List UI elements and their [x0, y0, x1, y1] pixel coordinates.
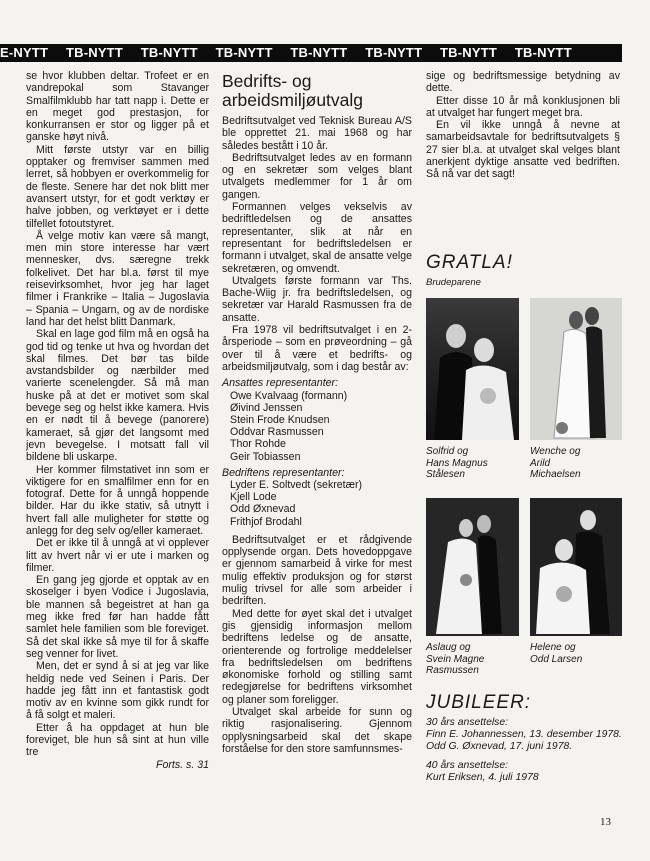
paragraph: Men, det er synd å si at jeg var like heldig nede ved Seinen i Paris. Der hadde jeg fått inn et fantastisk godt motiv av en kvinne som gikk rundt for å få solgt et maleri.	[26, 660, 209, 722]
caption-line: Michaelsen	[530, 469, 581, 480]
bedrift-list	[230, 479, 412, 528]
wedding-photo	[530, 298, 622, 440]
paragraph: Mitt første utstyr var en billig opptaker og fremviser sammen med lerret, så hobbyen er overkommelig for de fleste. Senere har det nok blitt mer avansert utstyr, for et godt verktøy er halve jobben, og verktøyet er i dette tilfellet fotoutstyret.	[26, 143, 209, 230]
bedrift-heading: Bedriftens representanter:	[222, 466, 345, 479]
paragraph: Utvalget skal arbeide for sunn og riktig rasjonalisering. Gjennom opplysningsarbeid skal det skape forståelse for den store samfunnsmes-	[222, 706, 412, 755]
paragraph: Med dette for øyet skal det i utvalget gis gjensidig informasjon mellom bedriftens ledelse og de ansatte, orienterende og fortrolige meddelelser fra bedriftsledelsen om bedriftens økonomiske forhold og stilling samt redegjørelse for bedriftens virksomhet og planer som foreligger.	[222, 607, 412, 706]
caption-line: Arild	[530, 457, 551, 469]
banner-item: TB-NYTT	[140, 45, 198, 60]
photo-caption	[530, 642, 582, 665]
film-article-column	[26, 70, 209, 771]
caption-line: Svein Magne	[426, 653, 485, 665]
paragraph: Etter disse 10 år må konklusjonen bli at utvalget har fungert meget bra.	[426, 94, 620, 119]
caption-line: Wenche og	[530, 446, 581, 457]
paragraph: En gang jeg gjorde et opptak av en skoselger i byen Vodice i Jugoslavia, ble mannen så begeistret at han ga meg ikke fred før han hadde fått samlet hele familien som ble foreviget. Så det skal ikke så mye til for å skaffe seg venner for livet.	[26, 574, 209, 660]
paragraph: se hvor klubben deltar. Trofeet er en vandrepokal som Stavanger Smalfilmklubb har tatt napp i. Dette er en meget god prestasjon, for konkurransen er stor og ligger på et ganske høyt nivå.	[26, 70, 209, 144]
paragraph: Skal en lage god film må en også ha god tid og tenke ut hva og hvordan det skal filmes. Det bør tas bilde avstandsbilder og nærbilder med varierte scenelengder. Så må man huske på at det er motivet som skal bevege seg og helst ikke kamera. Hvis en er nødt til å bevege (panorere) kameraet, så gjør det langsomt med jevn bevegelse. I motsatt fall vil bildene bli uskarpe.	[26, 328, 209, 464]
jubileer-list	[426, 717, 626, 784]
paragraph: Det er ikke til å unngå at vi opplever litt av hvert når vi er ute i marken og filmer.	[26, 537, 209, 574]
jubilee-line: Kurt Eriksen, 4. juli 1978	[426, 772, 539, 784]
wedding-photo	[530, 498, 622, 636]
paragraph: Etter å ha oppdaget at hun ble foreviget, ble hun så sint at hun ville tre	[26, 721, 209, 759]
paragraph: Her kommer filmstativet inn som er viktigere for en smalfilmer enn for en fotograf. Dette for å unngå hoppende bilder. Har du ikke stativ, så utnytt i hvert fall alle muligheter for støtte og anlegg for deg selv og/eller kameraet.	[26, 463, 209, 537]
caption-line: Rasmussen	[426, 665, 479, 676]
paragraph: Utvalgets første formann var Ths. Bache-Wiig jr. fra bedriftsledelsen, og sekretær var Harald Rasmussen fra de ansatte.	[222, 274, 412, 324]
banner-item: TB-NYTT	[215, 45, 273, 60]
wedding-photo-figures	[530, 498, 622, 636]
list-item: Geir Tobiassen	[230, 450, 301, 463]
page-number: 13	[600, 816, 611, 828]
list-item: Frithjof Brodahl	[230, 515, 302, 528]
tb-nytt-banner	[0, 44, 622, 62]
caption-line: Stålesen	[426, 469, 465, 480]
caption-line: Helene og	[530, 642, 576, 653]
bedriftsutvalg-article-column	[222, 70, 412, 755]
wedding-photo-figures	[530, 298, 622, 440]
photo-caption	[426, 446, 488, 481]
list-item: Stein Frode Knudsen	[230, 413, 330, 426]
banner-item: E-NYTT	[0, 45, 49, 60]
banner-item: TB-NYTT	[514, 45, 572, 60]
list-item: Lyder E. Soltvedt (sekretær)	[230, 479, 363, 492]
wedding-photo-figures	[426, 298, 519, 440]
list-item: Thor Rohde	[230, 438, 286, 451]
article-continuation-column	[426, 70, 620, 181]
caption-line: Aslaug og	[426, 642, 471, 653]
banner-item: TB-NYTT	[365, 45, 423, 60]
caption-line: Hans Magnus	[426, 457, 488, 469]
wedding-photo-figures	[426, 498, 519, 636]
list-item: Odd Øxnevad	[230, 503, 296, 516]
list-item: Kjell Lode	[230, 491, 277, 504]
jubilee-line: 30 års ansettelse:	[426, 717, 509, 728]
caption-line: Odd Larsen	[530, 653, 583, 665]
gratla-heading: GRATLA!	[426, 252, 513, 273]
banner-item: TB-NYTT	[290, 45, 348, 60]
ansatte-heading: Ansattes representanter:	[222, 377, 339, 390]
caption-line: Solfrid og	[426, 446, 469, 457]
wedding-photo	[426, 298, 519, 440]
continued-note: Forts. s. 31	[156, 758, 209, 771]
photo-caption	[426, 642, 484, 677]
wedding-photo	[426, 498, 519, 636]
jubileer-heading: JUBILEER:	[426, 692, 532, 713]
paragraph: Bedriftsutvalget ved Teknisk Bureau A/S ble opprettet 21. mai 1968 og har således bestått i 10 år.	[222, 115, 412, 152]
jubilee-line: Finn E. Johannessen, 13. desember 1978.	[426, 728, 622, 740]
list-item: Øivind Jenssen	[230, 401, 303, 414]
banner-item: TB-NYTT	[440, 45, 498, 60]
paragraph: Fra 1978 vil bedriftsutvalget i en 2-årsperiode – som en prøveordning – gå over til å være et bedrifts- og arbeidsmiljøutvalg, som i dag består av:	[222, 324, 412, 373]
photo-caption	[530, 446, 581, 481]
jubilee-line: 40 års ansettelse:	[426, 760, 509, 772]
article-heading: Bedrifts- og arbeidsmiljøutvalg	[222, 71, 364, 110]
list-item: Owe Kvalvaag (formann)	[230, 389, 348, 402]
paragraph: En vil ikke unngå å nevne at samarbeidsavtale for bedriftsutvalgets § 27 sier bl.a. at utvalget skal velges blant anerkjent dyktige ansatte ved bedriften. Så nå var det sagt!	[426, 119, 620, 181]
jubilee-line: Odd G. Øxnevad, 17. juni 1978.	[426, 740, 573, 752]
paragraph: Bedriftsutvalget er et rådgivende opplysende organ. Dets hovedoppgave er gjennom samarbeid å virke for mest mulig effektiv produksjon og for størst mulig trivsel for alle som arbeider i bedriften.	[222, 533, 412, 608]
list-item: Oddvar Rasmussen	[230, 426, 324, 439]
paragraph: Å velge motiv kan være så mangt, men min store interesse har vært mennesker, dvs. særegne trekk folkelivet. Det har bl.a. først til mye reisevirksomhet, hvor jeg har laget filmer i Frankrike – Italia – Jugoslavia – Spania – Ungarn, og av de nordiske land har det helst blitt Danmark.	[26, 229, 209, 328]
ansatte-list	[230, 390, 412, 463]
paragraph: Formannen velges vekselvis av bedriftledelsen og de ansattes representanter, slik at når en representant for bedriftsledelsen er formann i utvalget, skal de ansatte velge sekretæren, og omvendt.	[222, 201, 412, 275]
paragraph: Bedriftsutvalget ledes av en formann og en sekretær som velges blant utvalgets medlemmer for 1 år om gangen.	[222, 151, 412, 201]
paragraph: sige og bedriftsmessige betydning av dette.	[426, 70, 620, 95]
banner-item: TB-NYTT	[65, 45, 123, 60]
gratla-subtitle: Brudeparene	[426, 277, 481, 288]
